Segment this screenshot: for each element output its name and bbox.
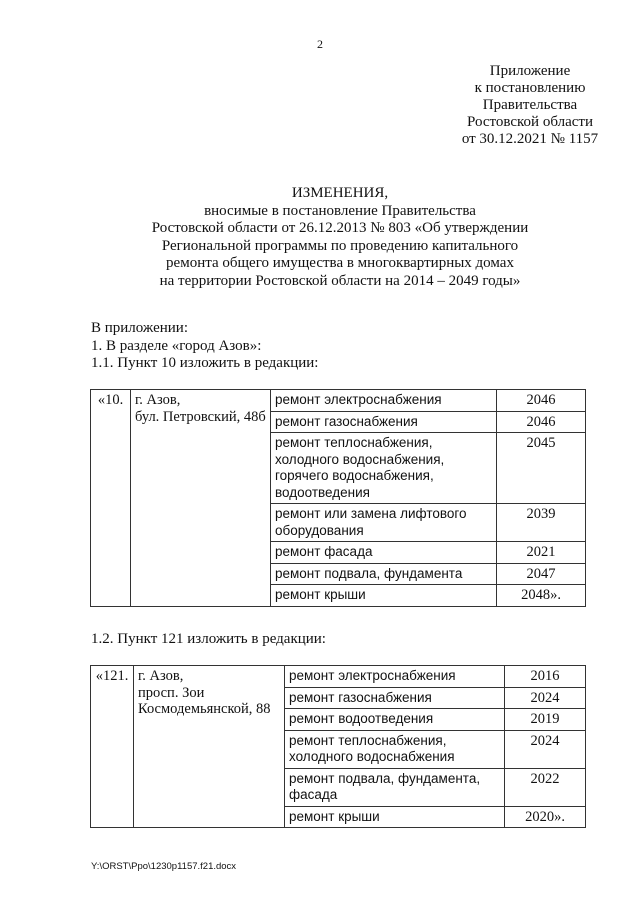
- work-type: ремонт теплоснабжения, холодного водоснабжения, горячего водоснабжения, водоотведения: [271, 433, 497, 504]
- title-line: Ростовской области от 26.12.2013 № 803 «Об утверждении: [151, 220, 529, 236]
- work-year: 2047: [497, 563, 586, 585]
- work-type: ремонт подвала, фундамента, фасада: [285, 768, 505, 806]
- annex-line: Ростовской области: [467, 114, 593, 130]
- annex-line: от 30.12.2021 № 1157: [461, 131, 599, 147]
- document-title: [130, 185, 550, 290]
- table-body: [91, 666, 586, 828]
- item-number: «10.: [91, 390, 131, 607]
- table-row: [91, 666, 586, 688]
- work-type: ремонт газоснабжения: [271, 411, 497, 433]
- building-address: г. Азов, бул. Петровский, 48б: [131, 390, 271, 607]
- work-year: 2021: [497, 542, 586, 564]
- work-type: ремонт крыши: [271, 585, 497, 607]
- work-type: ремонт или замена лифтового оборудования: [271, 504, 497, 542]
- annex-block: [440, 63, 620, 148]
- intro-line: 1. В разделе «город Азов»:: [91, 337, 262, 354]
- work-year: 2048».: [497, 585, 586, 607]
- amendment-table-item-10: [90, 389, 586, 607]
- annex-line: Приложение: [489, 63, 571, 79]
- intro-text: [91, 320, 318, 373]
- work-type: ремонт теплоснабжения, холодного водоснабжения: [285, 730, 505, 768]
- section-note-item-121: 1.2. Пункт 121 изложить в редакции:: [91, 631, 326, 647]
- work-type: ремонт электроснабжения: [285, 666, 505, 688]
- title-line: на территории Ростовской области на 2014 – 2049 годы»: [159, 272, 521, 289]
- intro-line: В приложении:: [91, 320, 188, 336]
- annex-line: к постановлению: [474, 80, 586, 96]
- annex-line: Правительства: [482, 97, 578, 113]
- work-type: ремонт крыши: [285, 806, 505, 828]
- work-type: ремонт подвала, фундамента: [271, 563, 497, 585]
- work-type: ремонт электроснабжения: [271, 390, 497, 412]
- title-line: вносимые в постановление Правительства: [204, 202, 476, 219]
- work-year: 2024: [505, 730, 586, 768]
- work-year: 2016: [505, 666, 586, 688]
- intro-line: 1.1. Пункт 10 изложить в редакции:: [91, 355, 319, 371]
- work-year: 2045: [497, 433, 586, 504]
- work-year: 2022: [505, 768, 586, 806]
- work-year: 2039: [497, 504, 586, 542]
- work-year: 2019: [505, 709, 586, 731]
- title-line: ремонта общего имущества в многоквартирных домах: [166, 255, 514, 271]
- building-address: г. Азов, просп. Зои Космодемьянской, 88: [134, 666, 285, 828]
- work-year: 2046: [497, 411, 586, 433]
- work-year: 2024: [505, 687, 586, 709]
- title-heading: ИЗМЕНЕНИЯ,: [291, 185, 389, 201]
- amendment-table-item-121: [90, 665, 586, 828]
- work-type: ремонт газоснабжения: [285, 687, 505, 709]
- item-number: «121.: [91, 666, 134, 828]
- page-number: 2: [317, 37, 323, 51]
- work-year: 2020».: [505, 806, 586, 828]
- work-type: ремонт водоотведения: [285, 709, 505, 731]
- table-row: [91, 390, 586, 412]
- file-path-footer: Y:\ORST\Ppo\1230p1157.f21.docx: [91, 861, 237, 872]
- work-year: 2046: [497, 390, 586, 412]
- title-line: Региональной программы по проведению капитального: [161, 237, 519, 254]
- table-body: [91, 390, 586, 607]
- work-type: ремонт фасада: [271, 542, 497, 564]
